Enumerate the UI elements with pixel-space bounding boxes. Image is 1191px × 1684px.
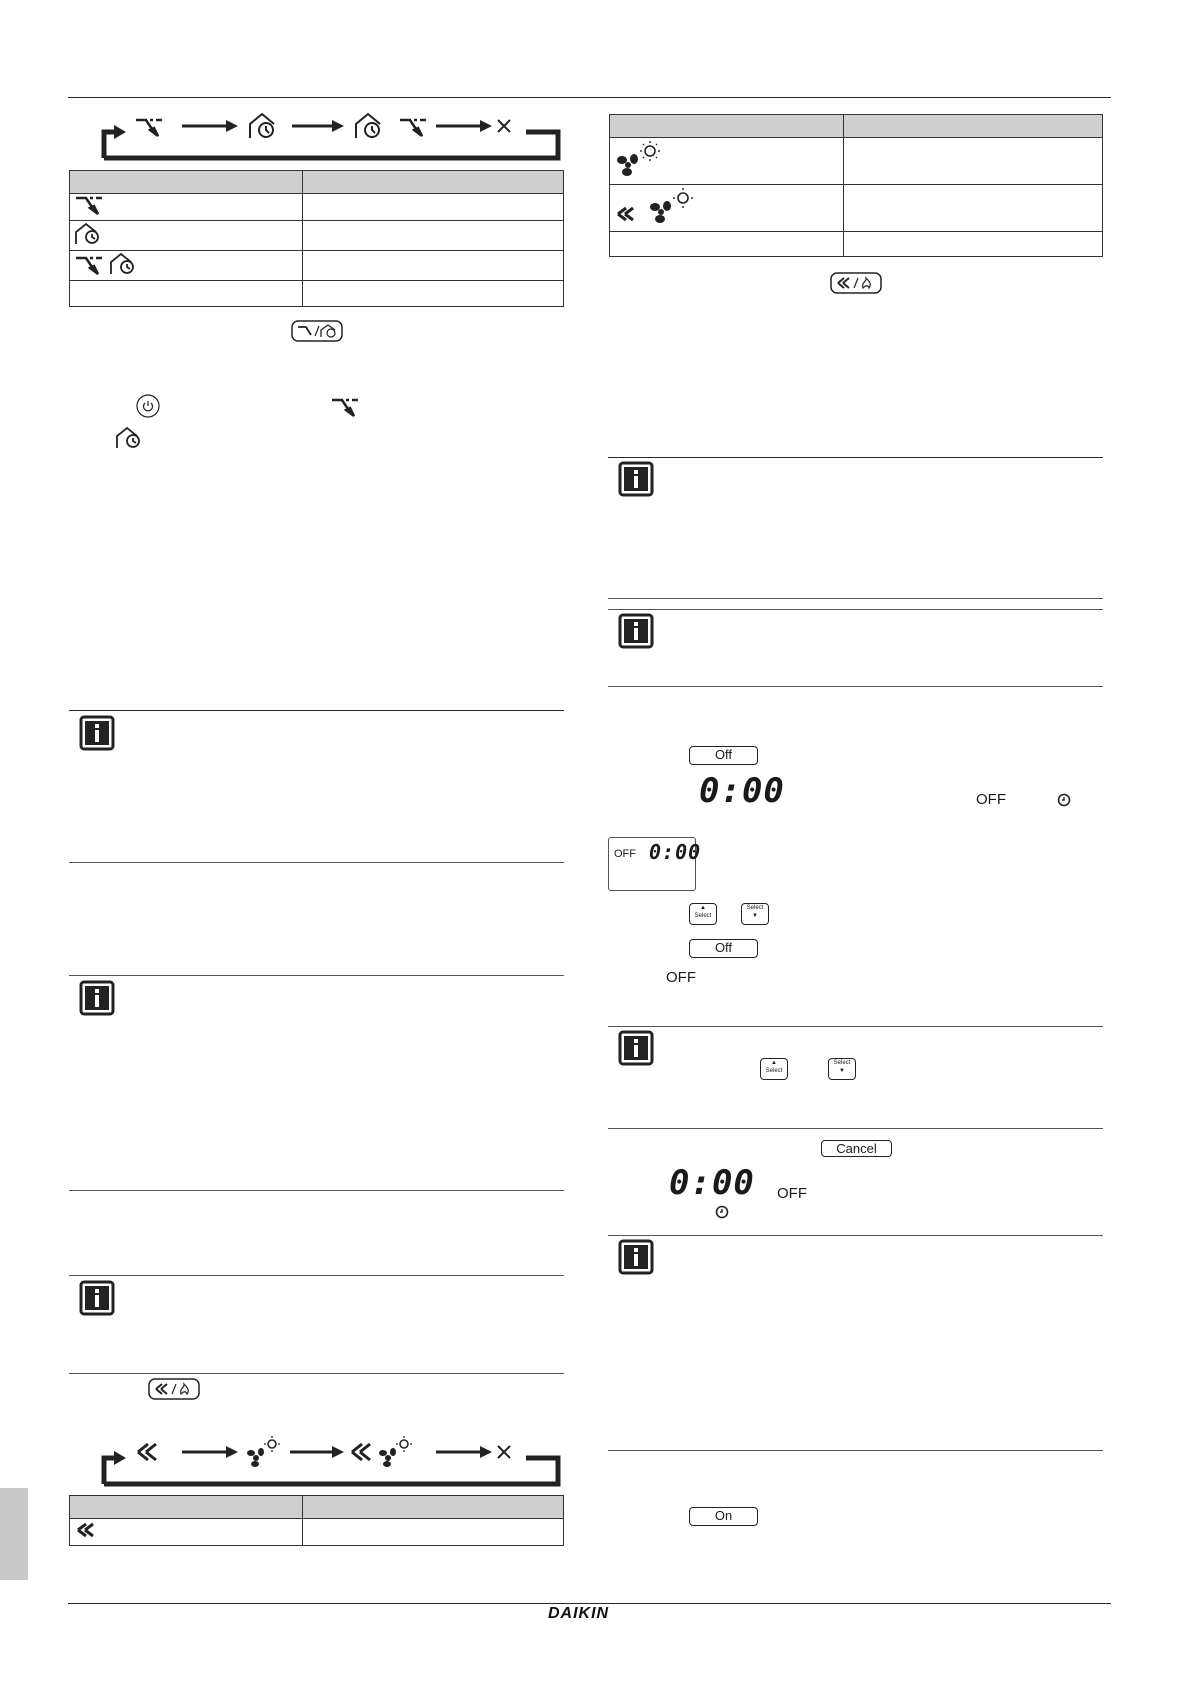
select-down-arrow: ▼ [752, 913, 758, 919]
info-icon [79, 715, 115, 751]
swing-cycle-diagram [96, 108, 566, 164]
streamer-icon [74, 1520, 104, 1540]
info-icon [618, 613, 654, 649]
info-icon [79, 1280, 115, 1316]
info-icon [618, 1239, 654, 1275]
note-rule [69, 1275, 564, 1276]
swing-icon [330, 396, 360, 418]
note-rule [608, 609, 1103, 610]
fan-mode-table [609, 114, 1103, 257]
swing-mode-table [69, 170, 564, 307]
lcd-time-display: 0:00 [669, 1163, 755, 1203]
note-rule [69, 862, 564, 863]
select-down-button[interactable] [828, 1058, 856, 1080]
power-icon [135, 393, 161, 419]
fan-sun-icon [247, 1436, 280, 1467]
select-up-arrow: ▲ [700, 905, 706, 911]
home-leave-icon [74, 222, 108, 246]
select-down-label: Select [746, 905, 764, 911]
off-button[interactable]: Off [689, 939, 758, 958]
clock-icon [715, 1205, 729, 1219]
lcd-off-indicator: OFF [777, 1185, 807, 1202]
select-down-arrow: ▼ [839, 1068, 845, 1074]
on-button[interactable]: On [689, 1507, 758, 1526]
note-rule [69, 975, 564, 976]
select-down-label: Select [833, 1060, 851, 1066]
home-leave-icon [109, 252, 143, 276]
streamer-button[interactable] [148, 1378, 200, 1400]
side-tab [0, 1488, 28, 1580]
cross-icon [498, 1446, 510, 1458]
clock-icon [1057, 793, 1071, 807]
fan-sun-icon [647, 186, 699, 226]
info-icon [79, 980, 115, 1016]
swing-icon [74, 194, 104, 216]
info-icon [618, 1030, 654, 1066]
header-rule [68, 97, 1111, 98]
lcd-time-display: 0:00 [649, 840, 702, 864]
home-leave-icon [356, 114, 380, 138]
select-up-arrow: ▲ [771, 1060, 777, 1066]
home-leave-icon [250, 114, 274, 138]
note-rule [608, 1235, 1103, 1236]
select-up-button[interactable] [689, 903, 717, 925]
streamer-mode-table [69, 1495, 564, 1546]
streamer-icon [352, 1444, 370, 1460]
note-rule [608, 686, 1103, 687]
info-icon [618, 461, 654, 497]
footer-rule [68, 1603, 1111, 1604]
select-down-button[interactable] [741, 903, 769, 925]
swing-icon [136, 120, 162, 136]
note-rule [69, 710, 564, 711]
lcd-off-blinking: OFF [614, 848, 636, 860]
swing-icon [74, 254, 104, 276]
note-rule [608, 1450, 1103, 1451]
lcd-panel [608, 837, 702, 891]
lcd-off-indicator: OFF [976, 791, 1006, 808]
note-rule [608, 598, 1103, 599]
streamer-icon [614, 186, 642, 226]
home-leave-icon [115, 426, 149, 450]
cross-icon [498, 120, 510, 132]
fan-sun-icon [379, 1436, 412, 1467]
cancel-button[interactable]: Cancel [821, 1140, 892, 1157]
lcd-time-display: 0:00 [699, 771, 785, 811]
select-up-label: Select [694, 913, 712, 919]
streamer-button[interactable] [830, 272, 882, 294]
swing-home-leave-button[interactable] [291, 320, 343, 342]
brand-logo: DAIKIN [548, 1605, 610, 1622]
note-rule [69, 1373, 564, 1374]
select-up-button[interactable] [760, 1058, 788, 1080]
select-up-label: Select [765, 1068, 783, 1074]
streamer-cycle-diagram [96, 1432, 566, 1488]
streamer-icon [138, 1444, 156, 1460]
off-button[interactable]: Off [689, 746, 758, 765]
note-rule [608, 1128, 1103, 1129]
note-rule [69, 1190, 564, 1191]
note-rule [608, 1026, 1103, 1027]
note-rule [608, 457, 1103, 458]
swing-icon [400, 120, 426, 136]
fan-sun-icon [614, 139, 666, 179]
lcd-off-indicator: OFF [666, 969, 696, 986]
